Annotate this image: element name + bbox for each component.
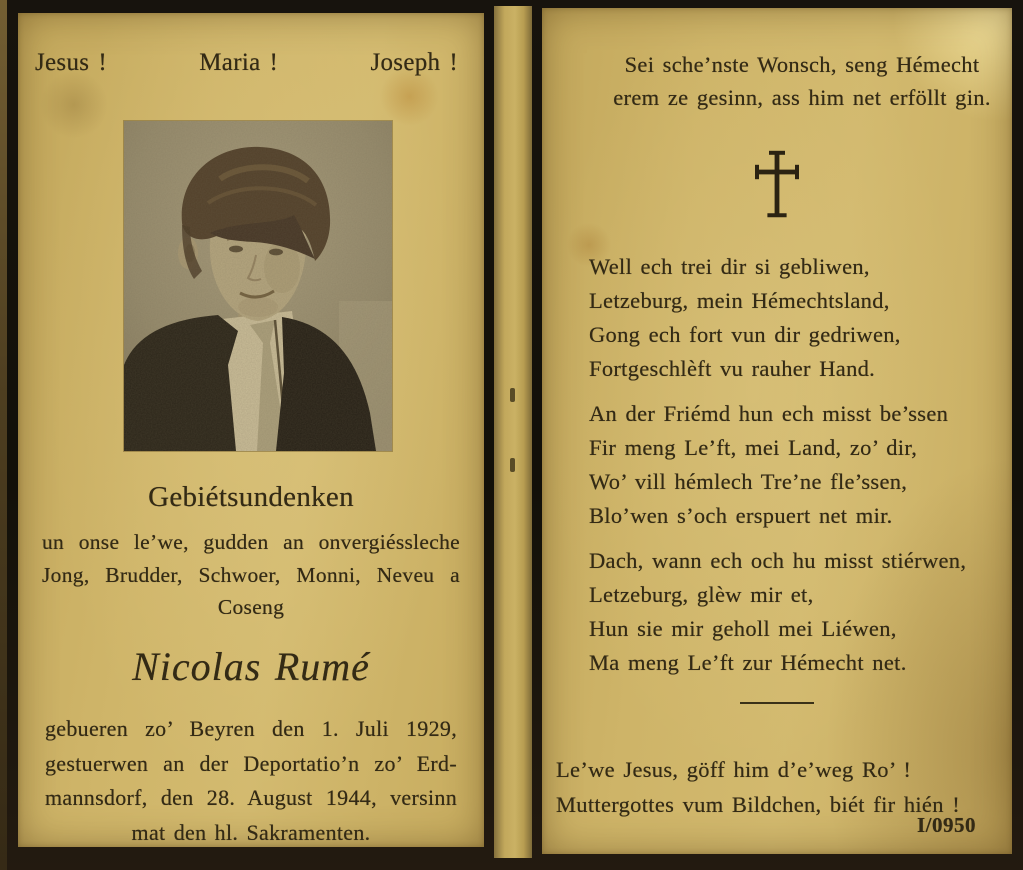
memorial-heading: Gebiétsundenken [148,481,354,513]
poem-line: Fortgeschlèft vu rauher Hand. [589,356,876,381]
poem-line: Gong ech fort vun dir gedriwen, [589,322,901,347]
dedication-line: un onse le’we, gudden an onvergiéssleche [42,530,460,554]
section-divider [542,702,1012,704]
spine-stitch [510,458,515,472]
portrait-photo [124,121,392,451]
invocation-jesus: Jesus ! [35,49,107,76]
latin-cross-icon [753,148,801,220]
poem-line: Letzeburg, glèw mir et, [589,582,814,607]
invocation-row [18,13,484,77]
biography-line: gebueren zo’ Beyren den 1. Juli 1929, [45,716,457,741]
poem-line: Well ech trei dir si gebliwen, [589,254,870,279]
poem-line: Wo’ vill hémlech Tre’ne fle’ssen, [589,469,908,494]
dedication-line: Jong, Brudder, Schwoer, Monni, Neveu a [42,562,460,587]
biography-line: mannsdorf, den 28. August 1944, versinn [45,785,457,810]
invocation-maria: Maria ! [199,49,279,76]
poem-line: Letzeburg, mein Hémechtsland, [589,288,890,313]
print-stamp: I/0950 [916,813,976,837]
biography-line: mat den hl. Sakramenten. [131,819,371,845]
deceased-name: Nicolas Rumé [132,644,370,689]
poem-line: Hun sie mir geholl mei Liéwen, [589,616,897,641]
epigraph-line: Sei sche’nste Wonsch, seng Hémecht [624,52,980,77]
poem-line: Blo’wen s’och erspuert net mir. [589,503,893,528]
poem-line: An der Friémd hun ech misst be’ssen [589,401,949,426]
epigraph [596,48,1008,114]
spine-stitch [510,388,515,402]
poem-line: Ma meng Le’ft zur Hémecht net. [589,650,907,675]
poem-stanza [589,250,994,386]
dedication-line: Coseng [217,595,285,619]
left-page [18,13,484,847]
invocation-joseph: Joseph ! [370,49,458,76]
memorial-poem [589,250,994,691]
latin-cross-icon [542,148,1012,220]
boy-portrait-illustration [124,121,392,451]
biography [45,712,457,850]
poem-line: Fir meng Le’ft, mei Land, zo’ dir, [589,435,918,460]
poem-stanza [589,397,994,533]
table-edge [0,0,7,870]
closing-prayer [556,752,1006,822]
biography-line: gestuerwen an der Deportatio’n zo’ Erd- [45,750,457,776]
poem-stanza [589,544,994,680]
closing-line: Muttergottes vum Bildchen, biét fir hién ! [556,792,960,817]
closing-line: Le’we Jesus, göff him d’e’weg Ro’ ! [556,757,912,782]
dedication [42,526,460,624]
right-page [542,8,1012,854]
poem-line: Dach, wann ech och hu misst stiérwen, [589,548,967,573]
epigraph-line: erem ze gesinn, ass him net erföllt gin. [613,85,991,110]
card-spine [494,6,532,858]
